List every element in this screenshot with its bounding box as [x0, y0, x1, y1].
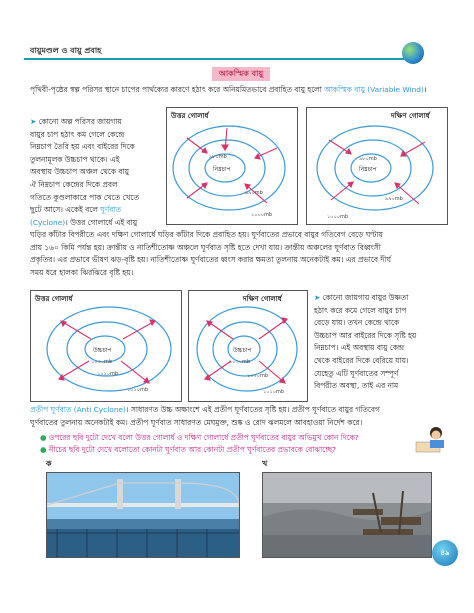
- anticyclone-rest-line: ঘূর্ণবাতের তুলনায় অনেকটাই কম। প্রতীপ ঘূর্ণবাত সাধারণত মেঘমুক্ত, শুষ্ক ও রোদ ঝলমলে আবহাওয়া নির্দেশ করে।: [30, 417, 363, 427]
- cyclone-full-line: ঘড়ির কাঁটার বিপরীতে এবং দক্ষিণ গোলার্ধে ঘড়ির কাঁটার দিকে প্রবাহিত হয়। ঘূর্ণবাতের প্রভাবে বায়ুর গতিবেগ বেড়ে ঘণ্টায়: [30, 230, 383, 239]
- question-text: ওপরের ছবি দুটো দেখে বলো উত্তর গোলার্ধ ও দক্ষিণ গোলার্ধে প্রতীপ ঘূর্ণবাতের বায়ুর অভিমুখ কোন দিকে?: [48, 433, 359, 442]
- cyclone-bullet: ➤: [30, 117, 37, 126]
- figure-hemisphere-label: উত্তর গোলার্ধ: [35, 295, 73, 303]
- question-item: ● ওপরের ছবি দুটো দেখে বলো উত্তর গোলার্ধ ও দক্ষিণ গোলার্ধে প্রতীপ ঘূর্ণবাতের বায়ুর অভিমুখ কোন দিকে?: [40, 433, 359, 442]
- isobar-label: ১০১০mb: [263, 389, 285, 395]
- low-pressure-label: নিম্নচাপ: [359, 166, 377, 173]
- header-rule: [24, 58, 416, 60]
- anticyclone-line: হঠাৎ করে কমে গেলে বায়ুর চাপ: [314, 305, 407, 315]
- cyclone-line: তুলনামূলক উচ্চচাপ থাকে। এই: [30, 154, 120, 164]
- cyclone-paragraph: [30, 116, 166, 229]
- anticyclone-line: কোনো জায়গায় বায়ুর উষ্ণতা: [322, 293, 409, 302]
- low-pressure-label: নিম্নচাপ: [213, 166, 231, 173]
- photo-storm-damage: [262, 472, 432, 558]
- globe-icon: [402, 42, 424, 64]
- high-pressure-label: উচ্চচাপ: [93, 347, 112, 354]
- cyclone-line: গতিতে কুণ্ডলাকারে পাক খেতে খেতে: [30, 192, 139, 202]
- student-illustration: [414, 424, 450, 454]
- anticyclone-line: থেকে বাইরের দিকে বেরিয়ে যায়।: [314, 355, 409, 365]
- intro-text: পৃথিবী-পৃষ্ঠের স্বল্প পরিসর স্থানে চাপের পার্থক্যের কারণে হঠাৎ করে অনিয়মিতভাবে প্রবাহিত বায়ু হলো: [30, 85, 325, 94]
- intro-end: ।: [423, 85, 427, 94]
- cyclone-full-line: প্রকৃতির। এর প্রভাবে ভীষণ ঝড়-বৃষ্টি হয়। নাতিশীতোষ্ণ ঘূর্ণবাতের ধ্বংস করার ক্ষমতা তুলনায় অনেকটাই কম। এর প্রভাবে দীর্ঘ: [30, 255, 391, 265]
- figure-hemisphere-label: উত্তর গোলার্ধ: [171, 112, 209, 120]
- high-pressure-label: উচ্চচাপ: [233, 347, 252, 354]
- cyclone-full-line: প্রায় ১৬০ কিমি পর্যন্ত হয়। ক্রান্তীয় ও নাতিশীতোষ্ণ অঞ্চলে ঘূর্ণবাত সৃষ্টি হতে দেখা যায়। ক্রান্তীয় অঞ্চলের ঘূর্ণবাত বিধ্বংসী: [30, 242, 381, 252]
- isobar-label: ৯৯০mb: [385, 196, 403, 202]
- isobar-label: ১০০০mb: [327, 214, 349, 220]
- isobar-label: ৯৮০mb: [209, 154, 227, 160]
- cyclone-term-en: (Cyclone): [30, 217, 66, 227]
- anticyclone-line: উচ্চচাপ আর বাইরের দিকে সৃষ্টি হয়: [314, 330, 417, 340]
- figure-hemisphere-label: দক্ষিণ গোলার্ধ: [243, 295, 282, 303]
- question-list: [40, 432, 410, 456]
- photo-calm-weather: [46, 472, 240, 558]
- figure-cyclone-north: [166, 107, 298, 225]
- page-number: ৪৯: [432, 540, 458, 566]
- isobar-label: ৯৯০mb: [245, 190, 263, 196]
- anticyclone-bullet: ➤: [314, 293, 321, 302]
- cyclone-line: নিম্নচাপ তৈরি হয় এবং বাইরের দিকে: [30, 142, 135, 152]
- cyclone-continuation: [30, 229, 450, 279]
- isobar-label: ১০১০mb: [127, 387, 149, 393]
- section-title: আকস্মিক বায়ু: [212, 67, 270, 81]
- isobar-label: ১০৩০mb: [91, 359, 113, 365]
- isobar-label: ১০৩০mb: [229, 359, 251, 365]
- anticyclone-line: নিম্নচাপ। এই অবস্থায় বায়ু কেন্দ্র: [314, 343, 404, 353]
- isobar-label: ১০২০mb: [97, 371, 119, 377]
- cyclone-line: অবস্থায় উচ্চচাপ অঞ্চল থেকে বায়ু: [30, 167, 130, 177]
- cyclone-line: ঐ নিম্নচাপ কেন্দ্রের দিকে প্রবল: [30, 179, 118, 189]
- question-item: ● নীচের ছবি দুটো দেখে বলোতো কোনটা ঘূর্ণবাত আর কোনটা প্রতীপ ঘূর্ণবাতের প্রভাবকে বোঝাচ্ছে?: [40, 445, 337, 454]
- cyclone-line: । উত্তর গোলার্ধে এই বায়ু: [65, 217, 138, 227]
- anticyclone-paragraph: [314, 292, 454, 393]
- anticyclone-rest-line: । সাধারণত উচ্চ অক্ষাংশে এই প্রতীপ ঘূর্ণবাতের সৃষ্টি হয়। প্রতীপ ঘূর্ণবাতে বায়ুর গতিবেগ: [125, 405, 380, 414]
- figure-anticyclone-north: [30, 290, 182, 402]
- photo-label-a: ক: [46, 459, 52, 468]
- anticyclone-line: বেড়ে যায়। তখন কেন্দ্রে থাকে: [314, 318, 400, 328]
- anticyclone-line: যেহেতু এটি ঘূর্ণবাতের সম্পূর্ণ: [314, 368, 399, 378]
- figure-hemisphere-label: দক্ষিণ গোলার্ধ: [391, 112, 430, 120]
- anticyclone-continuation: [30, 404, 450, 429]
- intro-paragraph: [30, 84, 450, 97]
- photo-label-b: খ: [262, 459, 268, 468]
- isobar-label: ১০০০mb: [251, 212, 273, 218]
- chapter-title: বায়ুমণ্ডল ও বায়ু প্রবাহ: [30, 46, 102, 55]
- cyclone-line: বায়ুর চাপ হঠাৎ কম গেলে কেন্দ্রে: [30, 129, 125, 139]
- cyclone-term: ঘূর্ণবাত: [100, 205, 122, 215]
- anticyclone-line: বিপরীত অবস্থা, তাই এর নাম: [314, 381, 399, 391]
- variable-wind-term: আকস্মিক বায়ু (Variable Wind): [324, 85, 424, 94]
- figure-anticyclone-south: [188, 290, 308, 402]
- cyclone-full-line: সময় ধরে হালকা ঝিরঝিরে বৃষ্টি হয়।: [30, 267, 134, 277]
- cyclone-line: কোনো অল্প পরিসর জায়গায়: [38, 117, 122, 126]
- isobar-label: ৯৮০mb: [359, 156, 377, 162]
- question-text: নীচের ছবি দুটো দেখে বলোতো কোনটা ঘূর্ণবাত আর কোনটা প্রতীপ ঘূর্ণবাতের প্রভাবকে বোঝাচ্ছে?: [48, 445, 337, 454]
- figure-cyclone-south: [306, 107, 448, 225]
- isobar-label: ১০২০mb: [247, 373, 269, 379]
- anticyclone-term: প্রতীপ ঘূর্ণবাত (Anti Cyclone): [30, 405, 126, 414]
- cyclone-line: ছুটে আসে। একেই বলে: [30, 205, 101, 215]
